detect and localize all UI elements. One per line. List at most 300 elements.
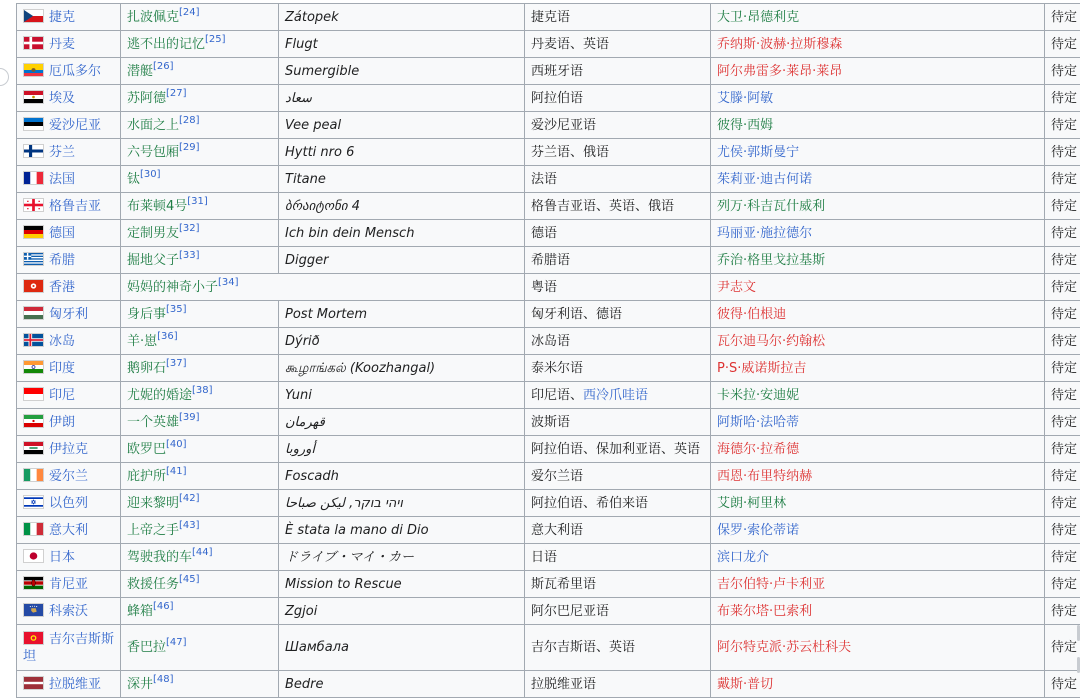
country-cell <box>17 85 121 112</box>
language-cell: 丹麦语、英语 <box>525 31 711 58</box>
director-link[interactable]: 保罗·索伦蒂诺 <box>717 522 800 538</box>
country-link[interactable]: 格鲁吉亚 <box>49 198 102 214</box>
status-cell: 待定 <box>1045 544 1080 571</box>
country-link[interactable]: 科索沃 <box>49 603 89 619</box>
director-cell <box>711 436 1045 463</box>
country-link[interactable]: 伊朗 <box>49 414 76 430</box>
language-cell: 希腊语 <box>525 247 711 274</box>
reference-superscript <box>166 88 187 99</box>
director-cell <box>711 31 1045 58</box>
director-link[interactable]: 阿尔特克派·苏云杜科夫 <box>717 640 852 655</box>
reference-link[interactable]: [35] <box>166 303 187 315</box>
greece-flag-icon <box>23 252 44 266</box>
israel-flag-icon <box>23 495 44 509</box>
director-link[interactable]: 尤侯·郭斯曼宁 <box>717 144 800 160</box>
language-cell: 泰米尔语 <box>525 355 711 382</box>
film-title-cell <box>121 517 279 544</box>
latvia-flag-icon <box>23 676 44 690</box>
country-link[interactable]: 意大利 <box>49 522 89 538</box>
country-link[interactable]: 印尼 <box>49 387 76 403</box>
table-row <box>17 490 1080 517</box>
director-cell <box>711 671 1045 698</box>
country-link[interactable]: 法国 <box>49 171 76 187</box>
country-cell <box>17 139 121 166</box>
reference-superscript <box>192 547 213 558</box>
reference-superscript <box>153 601 174 612</box>
film-title-link[interactable]: 定制男友 <box>127 225 180 241</box>
reference-superscript <box>179 520 200 531</box>
table-row <box>17 436 1080 463</box>
film-title-link[interactable]: 庇护所 <box>127 468 167 484</box>
country-cell <box>17 544 121 571</box>
reference-link[interactable]: [34] <box>218 276 239 288</box>
language-cell: 西班牙语 <box>525 58 711 85</box>
language-cell: 捷克语 <box>525 4 711 31</box>
country-link[interactable]: 日本 <box>49 549 76 565</box>
reference-link[interactable]: [27] <box>166 87 187 99</box>
kenya-flag-icon <box>23 576 44 590</box>
country-link[interactable]: 香港 <box>49 279 76 295</box>
reference-link[interactable]: [28] <box>179 114 200 126</box>
film-title-link[interactable]: 鹅卵石 <box>127 360 167 376</box>
film-title-cell <box>121 112 279 139</box>
original-title-cell: ბრაიტონი 4 <box>279 193 525 220</box>
submissions-table-wrapper <box>0 3 1080 698</box>
table-row <box>17 139 1080 166</box>
reference-link[interactable]: [38] <box>192 384 213 396</box>
director-cell <box>711 409 1045 436</box>
director-link[interactable]: 卡米拉·安迪妮 <box>717 387 800 403</box>
table-row <box>17 382 1080 409</box>
director-link[interactable]: 彼得·伯根迪 <box>717 306 787 322</box>
reference-superscript <box>140 169 161 180</box>
film-title-link[interactable]: 上帝之手 <box>127 522 180 538</box>
director-link[interactable]: 阿尔弗雷多·莱昂·莱昂 <box>717 63 843 79</box>
status-cell: 待定 <box>1045 671 1080 698</box>
country-cell <box>17 382 121 409</box>
director-link[interactable]: 戴斯·普切 <box>717 676 774 692</box>
original-title-cell: أوروبا <box>279 436 525 463</box>
film-title-link[interactable]: 扎波佩克 <box>127 9 180 25</box>
language-cell: 匈牙利语、德语 <box>525 301 711 328</box>
country-link[interactable]: 德国 <box>49 225 76 241</box>
country-cell <box>17 436 121 463</box>
kosovo-flag-icon <box>23 603 44 617</box>
reference-link[interactable]: [39] <box>179 411 200 423</box>
film-title-link[interactable]: 逃不出的记忆 <box>127 36 206 52</box>
director-link[interactable]: 瓦尔迪马尔·约翰松 <box>717 333 826 349</box>
finland-flag-icon <box>23 144 44 158</box>
status-cell: 待定 <box>1045 328 1080 355</box>
film-title-cell <box>121 58 279 85</box>
table-row <box>17 517 1080 544</box>
reference-superscript <box>179 142 200 153</box>
status-cell: 待定 <box>1045 58 1080 85</box>
country-cell <box>17 490 121 517</box>
country-cell <box>17 517 121 544</box>
status-cell: 待定 <box>1045 247 1080 274</box>
language-cell: 日语 <box>525 544 711 571</box>
country-cell <box>17 31 121 58</box>
director-cell <box>711 571 1045 598</box>
reference-superscript <box>179 7 200 18</box>
indonesia-flag-icon <box>23 387 44 401</box>
director-link[interactable]: 海德尔·拉希德 <box>717 441 800 457</box>
film-title-link[interactable]: 苏阿德 <box>127 90 167 106</box>
film-title-link[interactable]: 水面之上 <box>127 117 180 133</box>
film-title-link[interactable]: 迎来黎明 <box>127 495 180 511</box>
reference-superscript <box>157 331 178 342</box>
table-row <box>17 355 1080 382</box>
director-cell <box>711 301 1045 328</box>
country-link[interactable]: 吉尔吉斯斯坦 <box>23 631 115 664</box>
director-cell <box>711 247 1045 274</box>
language-cell: 阿拉伯语、保加利亚语、英语 <box>525 436 711 463</box>
director-cell <box>711 328 1045 355</box>
ireland-flag-icon <box>23 468 44 482</box>
reference-link[interactable]: [30] <box>140 168 161 180</box>
table-row <box>17 544 1080 571</box>
language-cell: 阿拉伯语 <box>525 85 711 112</box>
language-cell: 爱尔兰语 <box>525 463 711 490</box>
table-row <box>17 598 1080 625</box>
reference-link[interactable]: [42] <box>179 492 200 504</box>
reference-superscript <box>166 637 187 648</box>
status-cell: 待定 <box>1045 220 1080 247</box>
country-link[interactable]: 爱沙尼亚 <box>49 117 102 133</box>
original-title-cell: Mission to Rescue <box>279 571 525 598</box>
director-cell <box>711 625 1045 671</box>
film-title-cell <box>121 139 279 166</box>
country-link[interactable]: 以色列 <box>49 495 89 511</box>
director-cell <box>711 490 1045 517</box>
hongkong-flag-icon <box>23 279 44 293</box>
reference-link[interactable]: [43] <box>179 519 200 531</box>
status-cell: 待定 <box>1045 463 1080 490</box>
country-cell <box>17 625 121 671</box>
hungary-flag-icon <box>23 306 44 320</box>
director-cell <box>711 544 1045 571</box>
country-cell <box>17 4 121 31</box>
reference-link[interactable]: [48] <box>153 673 174 685</box>
director-link[interactable]: 茱莉亚·迪古何诺 <box>717 171 813 187</box>
table-row <box>17 112 1080 139</box>
reference-link[interactable]: [24] <box>179 6 200 18</box>
submissions-table <box>16 3 1080 698</box>
iraq-flag-icon <box>23 441 44 455</box>
table-row <box>17 166 1080 193</box>
table-row <box>17 625 1080 671</box>
director-link[interactable]: 乔纳斯·波赫·拉斯穆森 <box>717 36 843 52</box>
film-title-link[interactable]: 六号包厢 <box>127 144 180 160</box>
film-title-link[interactable]: 尤妮的婚途 <box>127 387 193 403</box>
original-title-cell: Titane <box>279 166 525 193</box>
film-title-cell <box>121 436 279 463</box>
country-link[interactable]: 爱尔兰 <box>49 468 89 484</box>
reference-superscript <box>179 412 200 423</box>
director-cell <box>711 598 1045 625</box>
director-link[interactable]: 彼得·西姆 <box>717 117 774 133</box>
reference-superscript <box>218 277 239 288</box>
director-cell <box>711 58 1045 85</box>
reference-superscript <box>166 466 187 477</box>
table-row <box>17 571 1080 598</box>
original-title-cell: Zátopek <box>279 4 525 31</box>
film-title-cell <box>121 193 279 220</box>
language-link[interactable]: 西冷爪哇语 <box>583 387 649 403</box>
country-cell <box>17 301 121 328</box>
film-title-cell <box>121 463 279 490</box>
film-title-link[interactable]: 香巴拉 <box>127 640 167 655</box>
reference-link[interactable]: [46] <box>153 600 174 612</box>
language-cell: 法语 <box>525 166 711 193</box>
country-cell <box>17 409 121 436</box>
japan-flag-icon <box>23 549 44 563</box>
reference-link[interactable]: [41] <box>166 465 187 477</box>
table-row <box>17 301 1080 328</box>
iran-flag-icon <box>23 414 44 428</box>
language-cell: 斯瓦希里语 <box>525 571 711 598</box>
film-title-link[interactable]: 羊·崽 <box>127 333 158 349</box>
reference-superscript <box>179 574 200 585</box>
film-title-link[interactable]: 蜂箱 <box>127 603 154 619</box>
table-row <box>17 193 1080 220</box>
original-title-cell: Digger <box>279 247 525 274</box>
reference-link[interactable]: [29] <box>179 141 200 153</box>
table-row <box>17 247 1080 274</box>
director-cell <box>711 193 1045 220</box>
reference-link[interactable]: [31] <box>187 195 208 207</box>
film-title-cell <box>121 490 279 517</box>
india-flag-icon <box>23 360 44 374</box>
director-link[interactable]: 艾朗·柯里林 <box>717 495 787 511</box>
denmark-flag-icon <box>23 36 44 50</box>
status-cell: 待定 <box>1045 193 1080 220</box>
reference-link[interactable]: [36] <box>157 330 178 342</box>
table-row <box>17 463 1080 490</box>
status-cell: 待定 <box>1045 382 1080 409</box>
director-cell <box>711 85 1045 112</box>
original-title-cell: Post Mortem <box>279 301 525 328</box>
director-link[interactable]: 列万·科吉瓦什威利 <box>717 198 826 214</box>
status-cell: 待定 <box>1045 4 1080 31</box>
director-link[interactable]: 艾滕·阿敏 <box>717 90 774 106</box>
status-cell: 待定 <box>1045 274 1080 301</box>
director-cell <box>711 4 1045 31</box>
language-cell: 吉尔吉斯语、英语 <box>525 625 711 671</box>
status-cell: 待定 <box>1045 571 1080 598</box>
reference-superscript <box>179 250 200 261</box>
original-title-cell: Sumergible <box>279 58 525 85</box>
original-title-cell: سعاد <box>279 85 525 112</box>
reference-link[interactable]: [33] <box>179 249 200 261</box>
language-cell: 波斯语 <box>525 409 711 436</box>
language-cell: 格鲁吉亚语、英语、俄语 <box>525 193 711 220</box>
film-title-cell <box>121 166 279 193</box>
film-title-link[interactable]: 钛 <box>127 171 141 187</box>
language-cell: 阿拉伯语、希伯来语 <box>525 490 711 517</box>
film-title-cell <box>121 598 279 625</box>
reference-superscript <box>179 223 200 234</box>
film-title-cell <box>121 382 279 409</box>
country-link[interactable]: 芬兰 <box>49 144 76 160</box>
table-row <box>17 328 1080 355</box>
director-cell <box>711 463 1045 490</box>
original-title-cell: Bedre <box>279 671 525 698</box>
language-cell: 爱沙尼亚语 <box>525 112 711 139</box>
country-link[interactable]: 伊拉克 <box>49 441 89 457</box>
reference-link[interactable]: [44] <box>192 546 213 558</box>
table-row <box>17 220 1080 247</box>
film-title-cell <box>121 671 279 698</box>
original-title-cell: Hytti nro 6 <box>279 139 525 166</box>
film-title-cell <box>121 301 279 328</box>
left-edge-control <box>0 68 9 86</box>
iceland-flag-icon <box>23 333 44 347</box>
original-title-cell: قهرمان <box>279 409 525 436</box>
original-title-cell: Zgjoi <box>279 598 525 625</box>
country-cell <box>17 598 121 625</box>
status-cell: 待定 <box>1045 490 1080 517</box>
status-cell: 待定 <box>1045 355 1080 382</box>
reference-link[interactable]: [47] <box>166 637 187 648</box>
film-title-link[interactable]: 深井 <box>127 676 154 692</box>
reference-superscript <box>179 115 200 126</box>
status-cell: 待定 <box>1045 598 1080 625</box>
country-cell <box>17 328 121 355</box>
country-link[interactable]: 厄瓜多尔 <box>49 63 102 79</box>
table-row <box>17 31 1080 58</box>
director-cell <box>711 220 1045 247</box>
director-cell <box>711 517 1045 544</box>
reference-superscript <box>187 196 208 207</box>
film-title-link[interactable]: 救援任务 <box>127 576 180 592</box>
status-cell: 待定 <box>1045 31 1080 58</box>
reference-link[interactable]: [26] <box>153 60 174 72</box>
film-title-link[interactable]: 欧罗巴 <box>127 441 167 457</box>
original-title-cell: ויהי בוקר, ليكن صباحا <box>279 490 525 517</box>
country-link[interactable]: 埃及 <box>49 90 76 106</box>
director-link[interactable]: 滨口龙介 <box>717 549 770 565</box>
language-cell: 阿尔巴尼亚语 <box>525 598 711 625</box>
reference-superscript <box>192 385 213 396</box>
status-cell: 待定 <box>1045 625 1080 671</box>
film-title-link[interactable]: 驾驶我的车 <box>127 549 193 565</box>
language-cell: 印尼语、西冷爪哇语 <box>525 382 711 409</box>
country-cell <box>17 571 121 598</box>
film-title-cell <box>121 625 279 671</box>
country-link[interactable]: 匈牙利 <box>49 306 89 322</box>
director-link[interactable]: 乔治·格里戈拉基斯 <box>717 252 826 268</box>
film-title-cell <box>121 247 279 274</box>
original-title-cell: Dýrið <box>279 328 525 355</box>
director-link[interactable]: 吉尔伯特·卢卡利亚 <box>717 576 826 592</box>
film-title-cell <box>121 274 525 301</box>
country-cell <box>17 58 121 85</box>
country-link[interactable]: 希腊 <box>49 252 76 268</box>
director-cell <box>711 166 1045 193</box>
country-cell <box>17 463 121 490</box>
original-title-cell: கூழாங்கல் (Koozhangal) <box>279 355 525 382</box>
film-title-link[interactable]: 掘地父子 <box>127 252 180 268</box>
country-cell <box>17 220 121 247</box>
director-link[interactable]: 玛丽亚·施拉德尔 <box>717 225 813 241</box>
reference-link[interactable]: [37] <box>166 357 187 369</box>
reference-link[interactable]: [45] <box>179 573 200 585</box>
country-cell <box>17 671 121 698</box>
table-row <box>17 4 1080 31</box>
status-cell: 待定 <box>1045 517 1080 544</box>
table-row <box>17 274 1080 301</box>
language-cell: 德语 <box>525 220 711 247</box>
reference-superscript <box>153 674 174 685</box>
film-title-link[interactable]: 身后事 <box>127 306 167 322</box>
film-title-cell <box>121 355 279 382</box>
director-cell <box>711 139 1045 166</box>
director-link[interactable]: 西恩·布里特纳赫 <box>717 468 813 484</box>
reference-link[interactable]: [40] <box>166 438 187 450</box>
film-title-cell <box>121 220 279 247</box>
film-title-link[interactable]: 布莱顿4号 <box>127 198 188 214</box>
film-title-link[interactable]: 妈妈的神奇小子 <box>127 279 219 295</box>
director-cell <box>711 274 1045 301</box>
film-title-link[interactable]: 潜艇 <box>127 63 154 79</box>
germany-flag-icon <box>23 225 44 239</box>
director-link[interactable]: 布莱尔塔·巴索利 <box>717 603 813 619</box>
country-link[interactable]: 捷克 <box>49 9 76 25</box>
language-cell: 拉脱维亚语 <box>525 671 711 698</box>
country-link[interactable]: 肯尼亚 <box>49 576 89 592</box>
country-cell <box>17 355 121 382</box>
table-row <box>17 409 1080 436</box>
table-row <box>17 85 1080 112</box>
original-title-cell: Yuni <box>279 382 525 409</box>
director-cell <box>711 112 1045 139</box>
original-title-cell: È stata la mano di Dio <box>279 517 525 544</box>
director-link[interactable]: 大卫·昂德利克 <box>717 9 800 25</box>
country-cell <box>17 193 121 220</box>
original-title-cell: Vee peal <box>279 112 525 139</box>
status-cell: 待定 <box>1045 139 1080 166</box>
reference-link[interactable]: [25] <box>205 33 226 45</box>
country-cell <box>17 247 121 274</box>
kyrgyzstan-flag-icon <box>23 631 44 645</box>
original-title-cell: ドライブ・マイ・カー <box>279 544 525 571</box>
status-cell: 待定 <box>1045 166 1080 193</box>
reference-superscript <box>166 304 187 315</box>
reference-link[interactable]: [32] <box>179 222 200 234</box>
original-title-cell: Ich bin dein Mensch <box>279 220 525 247</box>
estonia-flag-icon <box>23 117 44 131</box>
director-link[interactable]: 尹志文 <box>717 279 757 295</box>
country-link[interactable]: 丹麦 <box>49 36 76 52</box>
status-cell: 待定 <box>1045 436 1080 463</box>
film-title-link[interactable]: 一个英雄 <box>127 414 180 430</box>
country-link[interactable]: 拉脱维亚 <box>49 676 102 692</box>
table-body <box>17 4 1080 698</box>
country-link[interactable]: 印度 <box>49 360 76 376</box>
original-title-cell: Шамбала <box>279 625 525 671</box>
director-cell <box>711 355 1045 382</box>
director-link[interactable]: P·S·威诺斯拉吉 <box>717 360 807 376</box>
country-link[interactable]: 冰岛 <box>49 333 76 349</box>
language-cell: 粤语 <box>525 274 711 301</box>
status-cell: 待定 <box>1045 409 1080 436</box>
film-title-cell <box>121 409 279 436</box>
reference-superscript <box>153 61 174 72</box>
director-link[interactable]: 阿斯哈·法哈蒂 <box>717 414 800 430</box>
france-flag-icon <box>23 171 44 185</box>
